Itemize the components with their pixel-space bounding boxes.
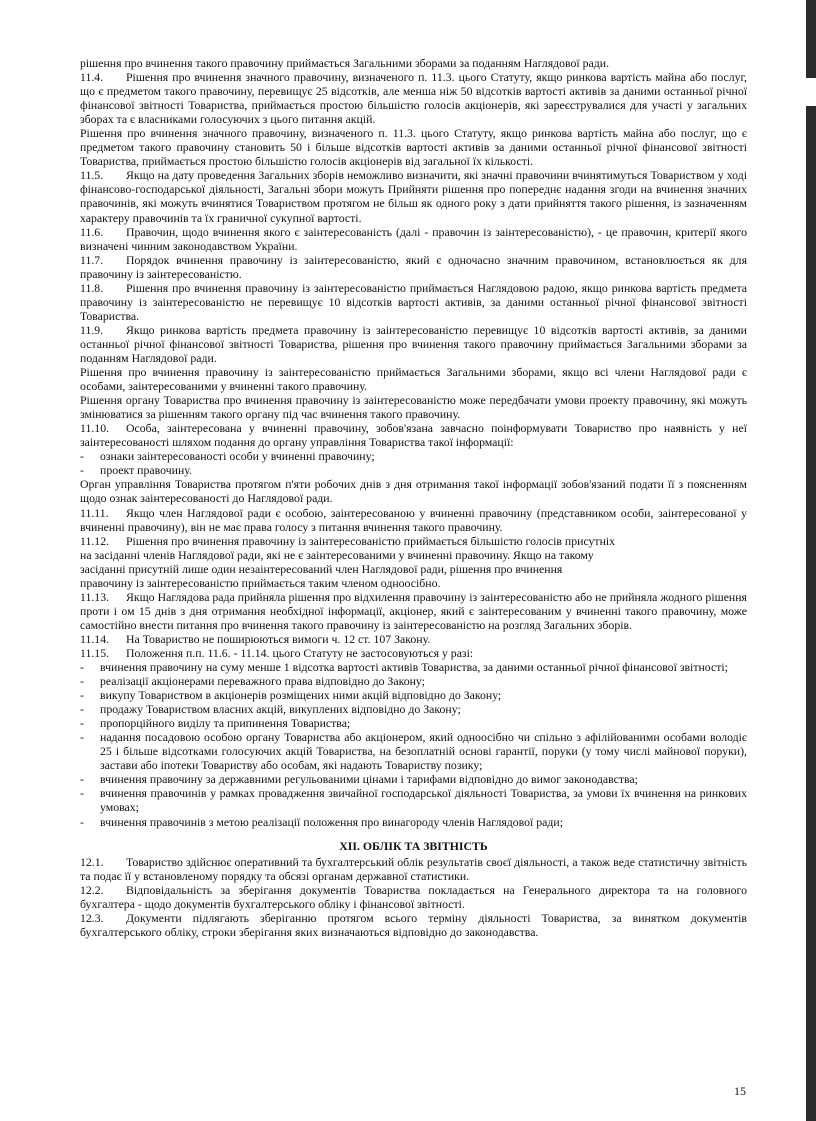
clause-number: 11.12.	[80, 533, 110, 548]
clause-text: Орган управління Товариства протягом п'яти робочих днів з дня отримання такої інформації зобов'язаний подати її з поясненням щодо ознак заінтересованості до Наглядової ради.	[80, 477, 747, 506]
clause-number: 11.5.	[80, 168, 104, 183]
scan-edge	[806, 0, 816, 1121]
list-item-text: вчинення правочину за державними регульованими цінами і тарифами відповідно до вимог законодавства;	[100, 772, 638, 787]
clause-number: 11.7.	[80, 252, 104, 267]
clause	[80, 590, 747, 632]
clause-number: 11.10.	[80, 421, 110, 436]
list-item-text: викупу Товариством в акціонерів розміщених ними акцій відповідно до Закону;	[100, 688, 502, 703]
clause	[80, 168, 747, 224]
list-dash-icon: -	[80, 730, 84, 745]
list-dash-icon: -	[80, 674, 84, 689]
clause-number: 11.14.	[80, 631, 110, 646]
clause-text: Відповідальність за зберігання документів Товариства покладається на Генерального директора та на головного бухгалтера - щодо документів бухгалтерського обліку і фінансової звітності.	[80, 882, 747, 911]
list-dash-icon: -	[80, 786, 84, 801]
clause-text: Особа, заінтересована у вчиненні правочину, зобов'язана завчасно поінформувати Товариство про наявність у неї заінтересованості шляхом подання до органу управління Товариства такої інформації:	[80, 421, 747, 450]
clause-number: 11.6.	[80, 224, 104, 239]
list-dash-icon: -	[80, 660, 84, 675]
list-dash-icon: -	[80, 772, 84, 787]
clause-number: 11.9.	[80, 322, 104, 337]
clause-number: 12.3.	[80, 910, 104, 925]
clause-text: На Товариство не поширюються вимоги ч. 12 ст. 107 Закону.	[126, 631, 431, 646]
paragraph	[80, 562, 747, 576]
list-item-text: пропорційного виділу та припинення Товариства;	[100, 716, 351, 731]
clause-text: засіданні присутній лише один незаінтересований член Наглядової ради, рішення про вчинення	[80, 561, 563, 576]
clause-text: Документи підлягають зберіганню протягом всього терміну діяльності Товариства, за винятком документів бухгалтерського обліку, строки зберігання яких визначаються відповідно до законодавства.	[80, 910, 747, 939]
list-item-text: надання посадовою особою органу Товариства або акціонером, який одноосібно чи спільно з афілійованими особами володіє 25 і більше відсотками голосуючих акцій Товариства, на безоплатній основі гарантії, поруки (у тому числі майнової поруки), застави або іпотеки Товариству або особам, які надають Товариству позику;	[100, 730, 747, 773]
clause-number: 12.2.	[80, 882, 104, 897]
list-dash-icon: -	[80, 702, 84, 717]
clause-number: 11.15.	[80, 645, 110, 660]
list-item	[80, 660, 747, 674]
clause-text: Якщо ринкова вартість предмета правочину із заінтересованістю перевищує 10 відсотків вартості активів, за даними останньої річної фінансової звітності Товариства, рішення про вчинення такого правочину приймається Загальними зборами за поданням Наглядової ради.	[80, 322, 747, 365]
list-item-text: проект правочину.	[100, 463, 192, 478]
clause-number: 11.8.	[80, 280, 104, 295]
clause	[80, 281, 747, 323]
list-dash-icon: -	[80, 463, 84, 478]
list-item	[80, 716, 747, 730]
clause-number: 11.13.	[80, 589, 110, 604]
clause	[80, 253, 747, 281]
clause-text: Якщо на дату проведення Загальних зборів неможливо визначити, які значні правочини вчинятимуться Товариством у ході фінансово-господарської діяльності, Загальні збори можуть Прийняти рішення про попереднє надання згоди на вчинення значних правочинів, які можуть вчинятися Товариством протягом не більш як одного року з дати прийняття такого рішення, із зазначенням характеру правочинів та їх граничної сукупної вартості.	[80, 168, 747, 225]
clause-number: 11.11.	[80, 505, 109, 520]
list-item	[80, 702, 747, 716]
list-item	[80, 815, 747, 829]
paragraph	[80, 365, 747, 393]
clause-text: Якщо Наглядова рада прийняла рішення про відхилення правочину із заінтересованістю або не прийняла жодного рішення проти і ом 15 днів з дня отримання необхідної інформації, акціонер, який є заінтересованим у вчиненні такого правочину, може самостійно внести питання про вчинення такого правочину із заінтересованістю на розгляд Загальних зборів.	[80, 589, 747, 632]
list-item-text: вчинення правочинів у рамках провадження звичайної господарської діяльності Товариства, за умови їх вчинення на ринкових умовах;	[100, 786, 747, 815]
clause	[80, 323, 747, 365]
clause-text: Рішення про вчинення правочину із заінтересованістю приймається Загальними зборами, якщо всі члени Наглядової ради є особами, заінтересованими у вчиненні такого правочину.	[80, 365, 747, 394]
list-dash-icon: -	[80, 449, 84, 464]
clause	[80, 225, 747, 253]
document-body	[80, 56, 747, 939]
clause-text: Рішення про вчинення значного правочину, визначеного п. 11.3. цього Статуту, якщо ринкова вартість майна або послуг, що є предметом такого правочину, перевищує 25 відсотків, але менша ніж 50 відсотків вартості активів за даними останньої річної фінансової звітності Товариства, приймається простою більшістю голосів акціонерів, які зареєструвалися для участі у загальних зборах та є власниками голосуючих з цього питання акцій.	[80, 70, 747, 127]
clause-number: 11.4.	[80, 70, 104, 85]
list-item	[80, 772, 747, 786]
list-item	[80, 730, 747, 772]
list-item	[80, 786, 747, 814]
clause-text: Рішення про вчинення правочину із заінтересованістю приймається більшістю голосів присутніх	[126, 533, 616, 548]
clause	[80, 70, 747, 126]
list-item-text: продажу Товариством власних акцій, викуплених відповідно до Закону;	[100, 702, 461, 717]
list-item	[80, 449, 747, 463]
clause-text: рішення про вчинення такого правочину приймається Загальними зборами за поданням Наглядової ради.	[80, 56, 610, 70]
clause	[80, 632, 747, 646]
paragraph	[80, 393, 747, 421]
clause	[80, 646, 747, 660]
clause-text: Товариство здійснює оперативний та бухгалтерський облік результатів своєї діяльності, а також веде статистичну звітність та подає її у встановленому порядку та обсязі органам державної статистики.	[80, 854, 747, 883]
clause-text: Якщо член Наглядової ради є особою, заінтересованою у вчиненні правочину (представником особи, заінтересованої у вчиненні правочину), він не має права голосу з питання вчинення такого правочину.	[80, 505, 747, 534]
clause	[80, 534, 747, 548]
list-item	[80, 674, 747, 688]
clause	[80, 421, 747, 449]
clause-text: Порядок вчинення правочину із заінтересованістю, який є одночасно значним правочином, встановлюється як для правочину із заінтересованістю.	[80, 252, 747, 281]
list-dash-icon: -	[80, 716, 84, 731]
paragraph	[80, 548, 747, 562]
scan-edge-notch	[806, 78, 816, 106]
clause-text: Положення п.п. 11.6. - 11.14. цього Статуту не застосовуються у разі:	[126, 645, 474, 660]
paragraph	[80, 56, 747, 70]
clause-text: на засіданні членів Наглядової ради, які не є заінтересованими у вчиненні правочину. Якщо на такому	[80, 547, 594, 562]
page-number: 15	[734, 1084, 746, 1098]
clause-text: Рішення про вчинення правочину із заінтересованістю приймається Наглядовою радою, якщо ринкова вартість предмета правочину із заінтересованістю не перевищує 10 відсотків вартості активів, за даними останньої річної фінансової звітності Товариства.	[80, 280, 747, 323]
clause	[80, 911, 747, 939]
paragraph	[80, 126, 747, 168]
list-item-text: ознаки заінтересованості особи у вчиненні правочину;	[100, 449, 375, 464]
clause-text: Правочин, щодо вчинення якого є заінтересованість (далі - правочин із заінтересованістю), - це правочин, критерії якого визначені чинним законодавством України.	[80, 224, 747, 253]
clause	[80, 855, 747, 883]
clause-text: правочину із заінтересованістю приймається таким членом одноосібно.	[80, 575, 441, 590]
list-dash-icon: -	[80, 688, 84, 703]
list-item-text: вчинення правочинів з метою реалізації положення про винагороду членів Наглядової ради;	[100, 814, 564, 829]
list-item-text: реалізації акціонерами переважного права відповідно до Закону;	[100, 674, 425, 689]
section-title: XII. ОБЛІК ТА ЗВІТНІСТЬ	[339, 838, 488, 853]
clause	[80, 506, 747, 534]
paragraph	[80, 477, 747, 505]
clause-text: Рішення органу Товариства про вчинення правочину із заінтересованістю може передбачати умови проекту правочину, які можуть змінюватися за рішенням такого органу під час вчинення такого правочину.	[80, 393, 747, 422]
list-item	[80, 463, 747, 477]
paragraph	[80, 576, 747, 590]
clause-number: 12.1.	[80, 854, 104, 869]
list-item	[80, 688, 747, 702]
list-dash-icon: -	[80, 814, 84, 829]
clause-text: Рішення про вчинення значного правочину, визначеного п. 11.3. цього Статуту, якщо ринкова вартість майна або послуг, що є предметом такого правочину становить 50 і більше відсотків вартості активів за даними останньої річної фінансової звітності Товариства, приймається простою більшістю голосів акціонерів від загальної їх кількості.	[80, 126, 747, 169]
clause	[80, 883, 747, 911]
list-item-text: вчинення правочину на суму менше 1 відсотка вартості активів Товариства, за даними останньої річної фінансової звітності;	[100, 660, 728, 675]
